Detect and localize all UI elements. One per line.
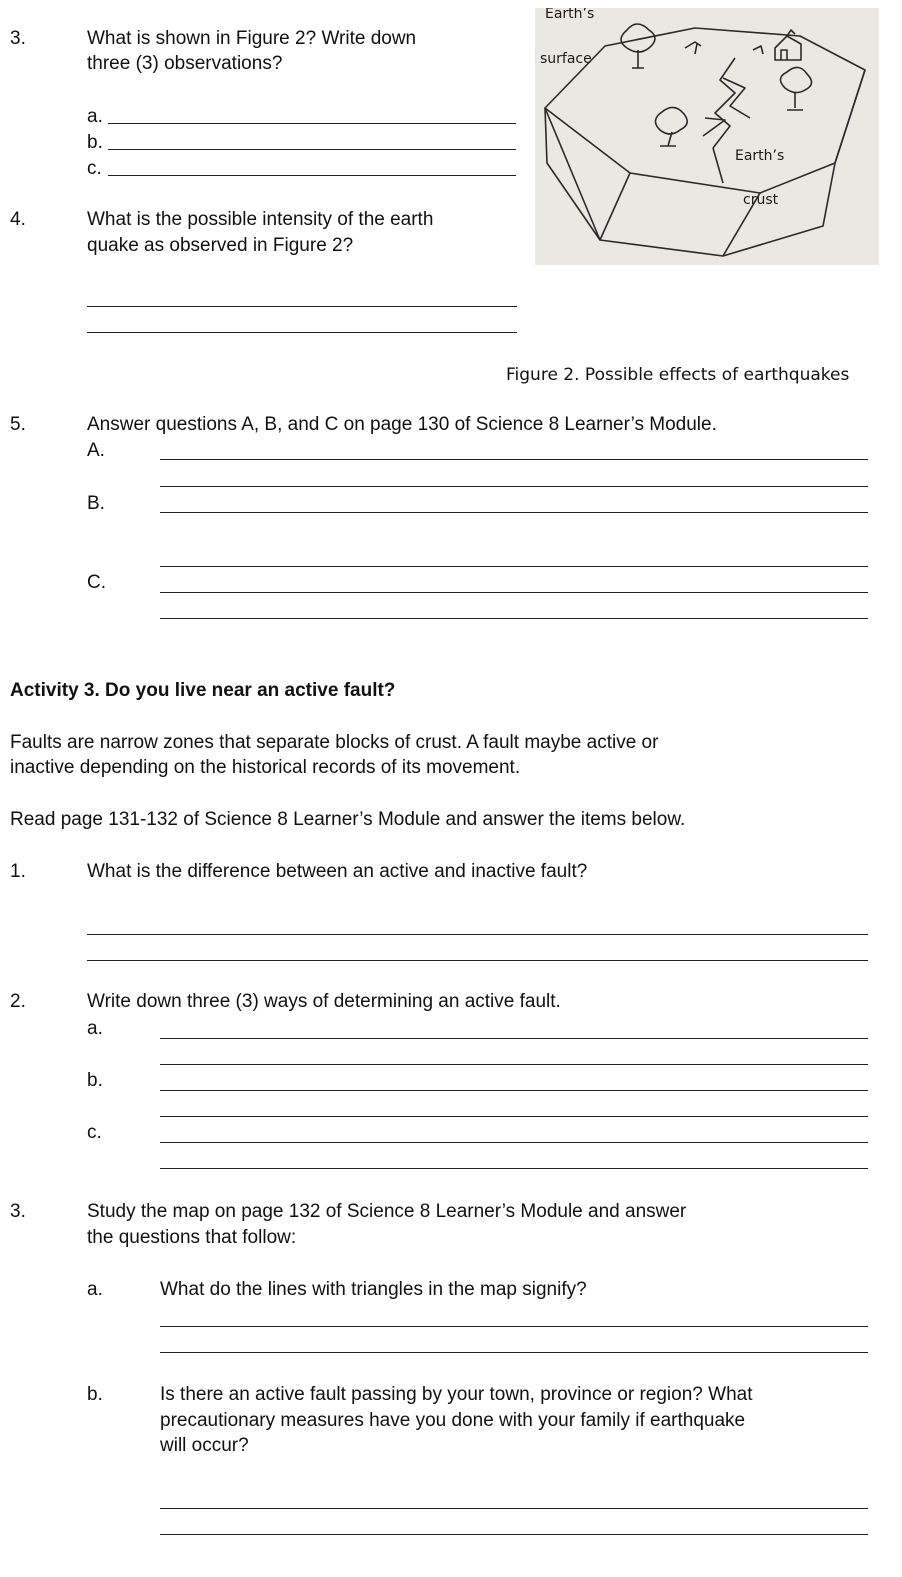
activity-title: Activity 3. Do you live near an active fault? xyxy=(10,680,396,701)
subquestion-text: Is there an active fault passing by your town, province or region? What xyxy=(160,1384,753,1405)
answer-line[interactable] xyxy=(160,1038,868,1039)
item-label: a. xyxy=(87,1279,103,1300)
question-number: 3. xyxy=(10,28,26,49)
answer-line[interactable] xyxy=(160,1534,868,1535)
answer-line[interactable] xyxy=(87,934,868,935)
answer-line[interactable] xyxy=(108,149,516,150)
item-label: b. xyxy=(87,1070,103,1091)
question-text: quake as observed in Figure 2? xyxy=(87,235,354,256)
question-text: What is the possible intensity of the earth xyxy=(87,209,434,230)
item-label: B. xyxy=(87,493,105,514)
figure-caption: Figure 2. Possible effects of earthquakes xyxy=(506,365,850,385)
item-label: a. xyxy=(87,106,103,127)
earth-crust-drawing xyxy=(535,8,879,265)
earthquake-figure xyxy=(535,8,879,265)
question-number: 4. xyxy=(10,209,26,230)
answer-line[interactable] xyxy=(108,175,516,176)
answer-line[interactable] xyxy=(160,486,868,487)
label-earths-crust-top: Earth’s xyxy=(735,148,785,164)
question-text: What is shown in Figure 2? Write down xyxy=(87,28,417,49)
subquestion-text: What do the lines with triangles in the map signify? xyxy=(160,1279,587,1300)
answer-line[interactable] xyxy=(160,1090,868,1091)
answer-line[interactable] xyxy=(87,306,517,307)
subquestion-text: precautionary measures have you done with your family if earthquake xyxy=(160,1410,746,1431)
question-text: Answer questions A, B, and C on page 130 of Science 8 Learner’s Module. xyxy=(87,414,717,435)
intro-text: Faults are narrow zones that separate blocks of crust. A fault maybe active or xyxy=(10,732,659,753)
answer-line[interactable] xyxy=(160,1508,868,1509)
item-label: b. xyxy=(87,1384,103,1405)
instruction-text: Read page 131-132 of Science 8 Learner’s Module and answer the items below. xyxy=(10,809,686,830)
label-crust: crust xyxy=(743,192,779,208)
item-label: a. xyxy=(87,1018,103,1039)
answer-line[interactable] xyxy=(160,592,868,593)
answer-line[interactable] xyxy=(160,1352,868,1353)
answer-line[interactable] xyxy=(108,123,516,124)
question-number: 5. xyxy=(10,414,26,435)
question-text: Write down three (3) ways of determining an active fault. xyxy=(87,991,561,1012)
item-label: A. xyxy=(87,440,105,461)
question-number: 2. xyxy=(10,991,26,1012)
item-label: b. xyxy=(87,132,103,153)
item-label: c. xyxy=(87,1122,102,1143)
question-text: Study the map on page 132 of Science 8 Learner’s Module and answer xyxy=(87,1201,687,1222)
question-number: 3. xyxy=(10,1201,26,1222)
label-surface: surface xyxy=(540,51,592,67)
question-number: 1. xyxy=(10,861,26,882)
subquestion-text: will occur? xyxy=(160,1435,249,1456)
question-text: three (3) observations? xyxy=(87,53,283,74)
answer-line[interactable] xyxy=(87,332,517,333)
intro-text: inactive depending on the historical records of its movement. xyxy=(10,757,521,778)
answer-line[interactable] xyxy=(87,960,868,961)
answer-line[interactable] xyxy=(160,512,868,513)
question-text: What is the difference between an active and inactive fault? xyxy=(87,861,588,882)
answer-line[interactable] xyxy=(160,566,868,567)
answer-line[interactable] xyxy=(160,1064,868,1065)
answer-line[interactable] xyxy=(160,459,868,460)
answer-line[interactable] xyxy=(160,1168,868,1169)
answer-line[interactable] xyxy=(160,1116,868,1117)
label-earths-surface-top: Earth’s xyxy=(545,8,595,22)
answer-line[interactable] xyxy=(160,618,868,619)
answer-line[interactable] xyxy=(160,1326,868,1327)
question-text: the questions that follow: xyxy=(87,1227,297,1248)
item-label: c. xyxy=(87,158,102,179)
item-label: C. xyxy=(87,572,106,593)
answer-line[interactable] xyxy=(160,1142,868,1143)
